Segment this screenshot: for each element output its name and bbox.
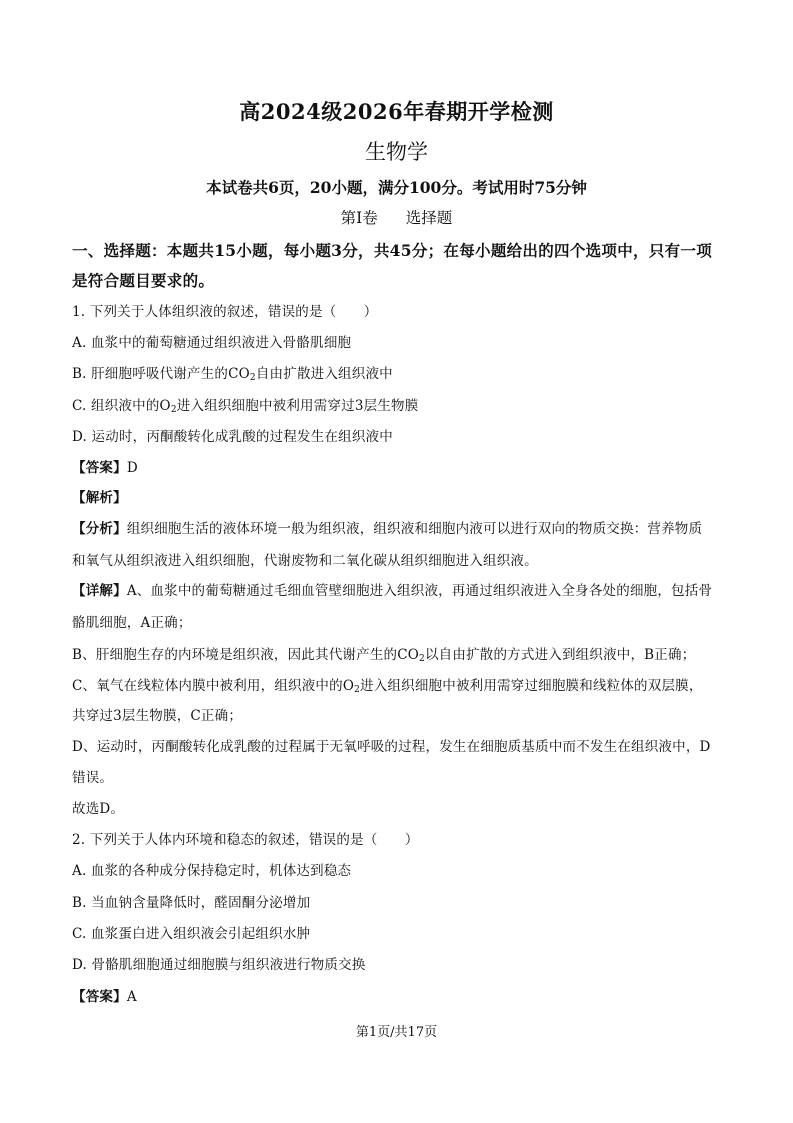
q2-stem: 2. 下列关于人体内环境和稳态的叙述，错误的是（ ） bbox=[72, 832, 419, 848]
q1-option-a: A. 血浆中的葡萄糖通过组织液进入骨骼肌细胞 bbox=[72, 335, 352, 351]
q1-option-c: C. 组织液中的$O_2$进入组织细胞中被利用需穿过3层生物膜 bbox=[72, 398, 419, 415]
q1-conclusion: 故选D。 bbox=[72, 801, 125, 817]
q1-explain-b: B、肝细胞生存的内环境是组织液，因此其代谢产生的$CO_2$以自由扩散的方式进入到组织液中，B正确； bbox=[72, 647, 696, 664]
q2-answer bbox=[72, 987, 724, 1007]
q2-option-b: B. 当血钠含量降低时，醛固酮分泌增加 bbox=[72, 895, 311, 911]
q2-option-c: C. 血浆蛋白进入组织液会引起组织水肿 bbox=[72, 926, 311, 942]
section-instructions: 一、选择题：本题共15小题，每小题3分，共45分；在每小题给出的四个选项中，只有一项是符合题目要求的。 bbox=[72, 241, 713, 290]
volume-heading bbox=[0, 206, 793, 228]
answer-value: D bbox=[126, 460, 138, 476]
q1-explain-c: C、氧气在线粒体内膜中被利用，组织液中的$O_2$进入组织细胞中被利用需穿过细胞膜和线粒体的双层膜， bbox=[72, 678, 703, 695]
q1-detail-line1: 【详解】A、血浆中的葡萄糖通过毛细血管壁细胞进入组织液，再通过组织液进入全身各处的细胞，包括骨 bbox=[72, 583, 713, 599]
q1-fenxi-line1: 【分析】组织细胞生活的液体环境一般为组织液，组织液和细胞内液可以进行双向的物质交换：营养物质 bbox=[72, 521, 703, 537]
q2-option-d: D. 骨骼肌细胞通过细胞膜与组织液进行物质交换 bbox=[72, 957, 366, 973]
q1-option-d: D. 运动时，丙酮酸转化成乳酸的过程发生在组织液中 bbox=[72, 429, 393, 445]
exam-title: 高2024级2026年春期开学检测 bbox=[239, 99, 554, 124]
answer-tag: 【答案】 bbox=[72, 460, 127, 476]
q1-analysis-tag: 【解析】 bbox=[72, 490, 127, 506]
page-number: 第1页/共17页 bbox=[355, 1025, 438, 1040]
q1-detail-line2: 骼肌细胞，A正确； bbox=[72, 615, 192, 631]
q1-explain-c-line2: 共穿过3层生物膜，C正确； bbox=[72, 708, 243, 724]
subject-title: 生物学 bbox=[365, 140, 428, 164]
q1-option-b: B. 肝细胞呼吸代谢产生的$CO_2$自由扩散进入组织液中 bbox=[72, 366, 393, 383]
volume-label: 第Ⅰ卷 bbox=[340, 209, 378, 227]
q1-explain-d-line2: 错误。 bbox=[72, 770, 114, 786]
q1-answer bbox=[72, 458, 724, 478]
exam-info: 本试卷共6页，20小题，满分100分。考试用时75分钟 bbox=[206, 178, 587, 197]
q1-explain-d: D、运动时，丙酮酸转化成乳酸的过程属于无氧呼吸的过程，发生在细胞质基质中而不发生在组织液中，D bbox=[72, 739, 711, 755]
q2-option-a: A. 血浆的各种成分保持稳定时，机体达到稳态 bbox=[72, 863, 352, 879]
answer-value: A bbox=[126, 989, 137, 1005]
q1-stem: 1. 下列关于人体组织液的叙述，错误的是（ ） bbox=[72, 304, 378, 320]
q1-fenxi-line2: 和氧气从组织液进入组织细胞，代谢废物和二氧化碳从组织细胞进入组织液。 bbox=[72, 553, 538, 569]
answer-tag: 【答案】 bbox=[72, 989, 127, 1005]
volume-name: 选择题 bbox=[405, 209, 453, 227]
